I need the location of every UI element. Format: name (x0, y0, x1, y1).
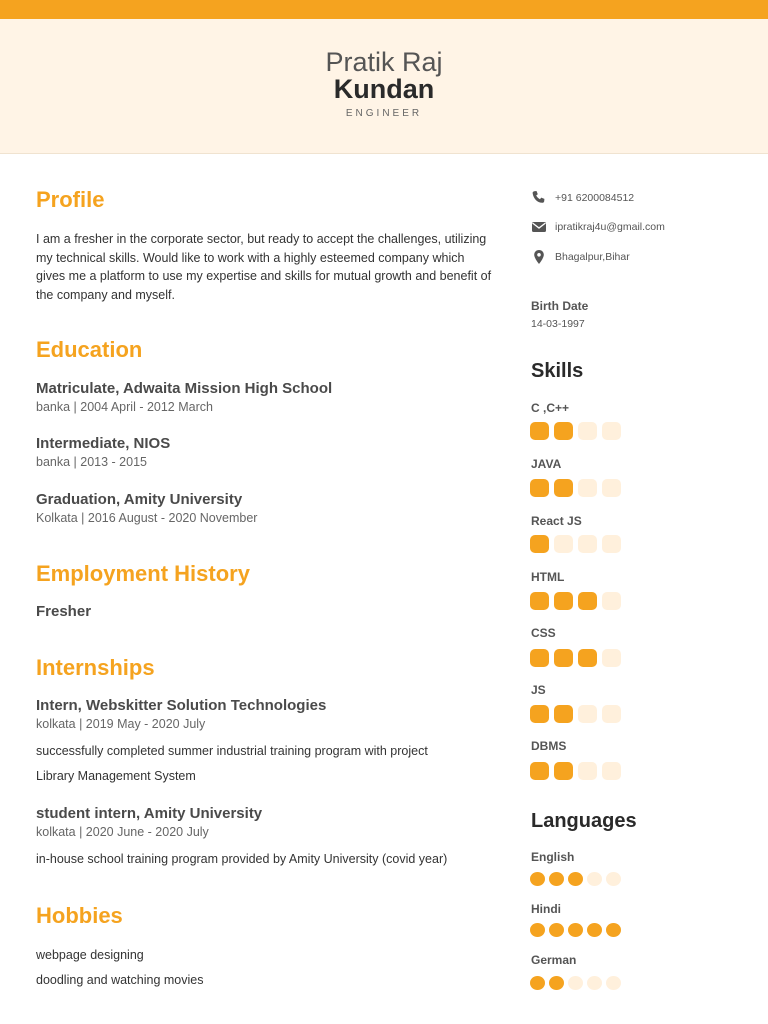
rating-dot-filled (530, 592, 549, 610)
phone-text[interactable]: +91 6200084512 (555, 192, 635, 204)
rating-dot-filled (554, 422, 573, 440)
job-title: ENGINEER (345, 108, 423, 119)
skill-rating (530, 535, 626, 553)
skill-rating (530, 762, 626, 780)
phone-row (531, 190, 634, 206)
rating-dot-empty (602, 592, 621, 610)
rating-dot-filled (530, 649, 549, 667)
rating-dot-filled (530, 479, 549, 497)
rating-dot-filled (530, 762, 549, 780)
rating-dot-empty (602, 535, 621, 553)
rating-dot-empty (602, 762, 621, 780)
internship-sub: kolkata | 2020 June - 2020 July (36, 825, 209, 839)
language-rating (530, 976, 625, 990)
email-icon (531, 219, 547, 235)
email-text[interactable]: ipratikraj4u@gmail.com (555, 221, 665, 233)
hobby-item: doodling and watching movies (36, 973, 204, 987)
skill-name: C ,C++ (531, 401, 570, 415)
location-pin-icon (531, 249, 547, 265)
rating-dot-empty (578, 762, 597, 780)
rating-dot-empty (578, 479, 597, 497)
language-rating (530, 923, 625, 937)
rating-dot-filled (554, 592, 573, 610)
birth-date-value: 14-03-1997 (531, 318, 585, 330)
rating-dot-empty (602, 705, 621, 723)
rating-dot-filled (530, 923, 545, 937)
education-sub: banka | 2004 April - 2012 March (36, 400, 213, 414)
rating-dot-filled (554, 762, 573, 780)
rating-dot-empty (587, 976, 602, 990)
rating-dot-empty (606, 976, 621, 990)
hobby-item: webpage designing (36, 948, 144, 962)
rating-dot-filled (530, 705, 549, 723)
education-heading: Education (36, 337, 143, 362)
location-row (531, 249, 630, 265)
email-row (531, 219, 665, 235)
rating-dot-filled (578, 649, 597, 667)
location-text: Bhagalpur,Bihar (555, 251, 630, 263)
rating-dot-empty (606, 872, 621, 886)
rating-dot-empty (602, 649, 621, 667)
rating-dot-filled (568, 872, 583, 886)
top-accent-bar (0, 0, 768, 19)
birth-date-label: Birth Date (531, 299, 589, 313)
language-name: German (531, 953, 577, 967)
skill-name: HTML (531, 570, 565, 584)
internship-title: student intern, Amity University (36, 805, 263, 822)
internships-heading: Internships (36, 655, 155, 680)
skill-name: DBMS (531, 739, 567, 753)
rating-dot-filled (554, 705, 573, 723)
rating-dot-filled (530, 976, 545, 990)
internship-title: Intern, Webskitter Solution Technologies (36, 697, 327, 714)
rating-dot-filled (549, 923, 564, 937)
skill-name: JS (531, 683, 546, 697)
skill-rating (530, 479, 626, 497)
skill-rating (530, 592, 626, 610)
profile-text: I am a fresher in the corporate sector, but ready to accept the challenges, utilizing my technical skills. Would like to work with a highly esteemed company which gives me a platform to use my expertise and skills for mutual growth and benefit of the company and myself. (36, 232, 492, 302)
rating-dot-empty (578, 422, 597, 440)
first-name: Pratik Raj (325, 47, 443, 77)
skill-rating (530, 649, 626, 667)
rating-dot-empty (578, 535, 597, 553)
rating-dot-filled (530, 535, 549, 553)
rating-dot-filled (549, 872, 564, 886)
rating-dot-filled (549, 976, 564, 990)
rating-dot-empty (602, 479, 621, 497)
rating-dot-empty (602, 422, 621, 440)
skill-name: React JS (531, 514, 582, 528)
internship-desc: successfully completed summer industrial training program with project (36, 744, 428, 758)
internship-desc: in-house school training program provided by Amity University (covid year) (36, 852, 448, 866)
internship-sub: kolkata | 2019 May - 2020 July (36, 717, 206, 731)
rating-dot-filled (554, 479, 573, 497)
profile-heading: Profile (36, 187, 105, 212)
rating-dot-empty (578, 705, 597, 723)
internship-desc: Library Management System (36, 769, 196, 783)
education-sub: Kolkata | 2016 August - 2020 November (36, 511, 258, 525)
skill-rating (530, 422, 626, 440)
employment-heading: Employment History (36, 561, 250, 586)
education-sub: banka | 2013 - 2015 (36, 455, 147, 469)
rating-dot-filled (530, 422, 549, 440)
education-title: Graduation, Amity University (36, 491, 243, 508)
phone-icon (531, 190, 547, 206)
language-rating (530, 872, 625, 886)
rating-dot-filled (568, 923, 583, 937)
rating-dot-filled (587, 923, 602, 937)
rating-dot-filled (530, 872, 545, 886)
languages-heading: Languages (531, 810, 637, 832)
education-title: Matriculate, Adwaita Mission High School (36, 380, 333, 397)
skill-name: JAVA (531, 457, 562, 471)
rating-dot-filled (554, 649, 573, 667)
employment-item: Fresher (36, 603, 92, 620)
education-title: Intermediate, NIOS (36, 435, 171, 452)
last-name: Kundan (333, 74, 435, 104)
rating-dot-empty (568, 976, 583, 990)
skills-heading: Skills (531, 360, 584, 382)
rating-dot-empty (554, 535, 573, 553)
language-name: English (531, 850, 575, 864)
rating-dot-filled (606, 923, 621, 937)
skill-name: CSS (531, 626, 556, 640)
language-name: Hindi (531, 902, 561, 916)
rating-dot-empty (587, 872, 602, 886)
rating-dot-filled (578, 592, 597, 610)
skill-rating (530, 705, 626, 723)
resume-header (0, 19, 768, 154)
hobbies-heading: Hobbies (36, 903, 123, 928)
